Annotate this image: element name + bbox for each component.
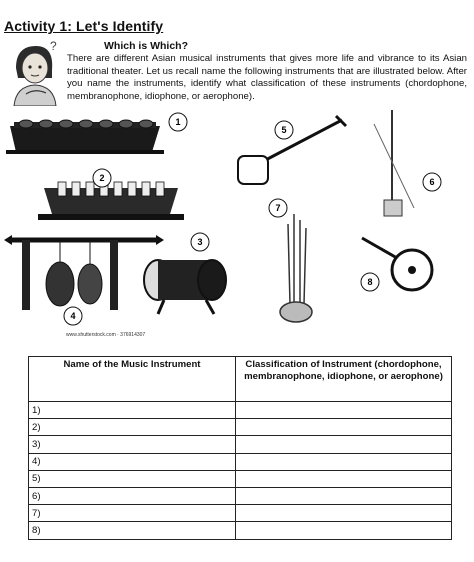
answer-name-cell[interactable]: 7) — [29, 505, 236, 522]
table-row — [29, 487, 452, 504]
hanging-gongs-illustration — [4, 235, 164, 310]
answer-classification-cell[interactable] — [236, 505, 452, 522]
erhu-illustration — [374, 110, 414, 216]
activity-instructions: There are different Asian musical instruments that gives more life and vibrance to its Asian traditional theater. Let us recall name the following instruments that are illustrated below. After you name the instruments, identify what classification of these instruments (chordophone, membranophone, idiophone, or aerophone). — [67, 53, 467, 102]
table-row — [29, 505, 452, 522]
answer-name-cell[interactable]: 4) — [29, 453, 236, 470]
answer-classification-cell[interactable] — [236, 487, 452, 504]
marker-3: 3 — [197, 237, 203, 247]
marker-8: 8 — [367, 277, 373, 287]
table-row — [29, 522, 452, 539]
marker-5: 5 — [281, 125, 287, 135]
header-classification: Classification of Instrument (chordophone, membranophone, idiophone, or aerophone) — [236, 357, 452, 402]
answer-name-cell[interactable]: 1) — [29, 402, 236, 419]
question-mark-icon: ? — [50, 39, 57, 53]
instrument-illustrations — [0, 104, 474, 350]
answer-table — [28, 356, 452, 540]
drum-illustration — [144, 260, 226, 314]
table-row — [29, 436, 452, 453]
table-row — [29, 453, 452, 470]
answer-classification-cell[interactable] — [236, 419, 452, 436]
header-instrument-name: Name of the Music Instrument — [29, 357, 236, 402]
activity-title: Activity 1: Let's Identify — [4, 18, 164, 34]
kulintang-illustration — [6, 120, 164, 154]
answer-classification-cell[interactable] — [236, 453, 452, 470]
marker-2: 2 — [99, 173, 105, 183]
table-row — [29, 470, 452, 487]
activity-subtitle: Which is Which? — [104, 40, 188, 52]
marker-6: 6 — [429, 177, 435, 187]
sheng-illustration — [280, 214, 312, 322]
image-credit: www.shutterstock.com · 376914307 — [66, 332, 146, 338]
answer-classification-cell[interactable] — [236, 470, 452, 487]
answer-name-cell[interactable]: 2) — [29, 419, 236, 436]
answer-classification-cell[interactable] — [236, 402, 452, 419]
marker-1: 1 — [175, 117, 181, 127]
gamelan-illustration — [38, 182, 184, 220]
answer-name-cell[interactable]: 8) — [29, 522, 236, 539]
thinking-student-icon — [6, 38, 64, 106]
answer-name-cell[interactable]: 5) — [29, 470, 236, 487]
marker-7: 7 — [275, 203, 281, 213]
table-row — [29, 402, 452, 419]
answer-classification-cell[interactable] — [236, 522, 452, 539]
marker-4: 4 — [70, 311, 76, 321]
table-row — [29, 419, 452, 436]
answer-name-cell[interactable]: 3) — [29, 436, 236, 453]
answer-classification-cell[interactable] — [236, 436, 452, 453]
answer-name-cell[interactable]: 6) — [29, 487, 236, 504]
